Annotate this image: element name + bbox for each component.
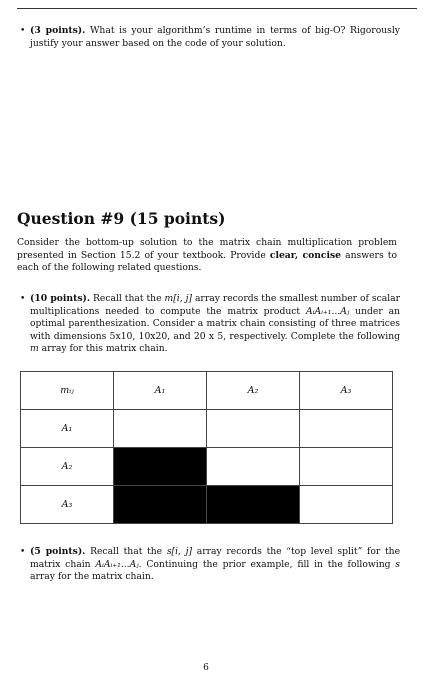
table-header-row: [21, 372, 393, 410]
row-header: A₃: [21, 486, 114, 524]
table-row: [21, 448, 393, 486]
row-header: A₂: [21, 448, 114, 486]
q8-runtime-bullet: [20, 25, 400, 50]
bullet-dot: •: [20, 294, 26, 304]
blocked-cell: [207, 486, 300, 524]
part2-text-d: array for the matrix chain.: [30, 571, 154, 583]
table-row: [21, 486, 393, 524]
blocked-cell: [114, 448, 207, 486]
part2-text-a: Recall that the: [85, 546, 167, 557]
m-array-table: [20, 371, 393, 524]
part1-text-a: Recall that the: [90, 293, 165, 304]
intro-text-b: answers to each of the following related questions.: [17, 249, 397, 274]
q8-points: (3 points).: [30, 25, 86, 36]
col-header: A₁: [114, 372, 207, 410]
intro-bold: clear, concise: [269, 249, 342, 261]
table-cell[interactable]: [207, 410, 300, 448]
question-intro: [17, 237, 397, 275]
part2-text-b: array records the “top level split” for the matrix chain: [30, 546, 400, 570]
part1-bullet: [20, 293, 401, 356]
page-number: 6: [203, 663, 209, 673]
part2-bullet: [20, 546, 400, 584]
part2-text-c: . Continuing the prior example, fill in the following: [138, 558, 396, 570]
table-corner: mᵢⱼ: [21, 372, 114, 410]
blocked-cell: [114, 486, 207, 524]
top-rule: [17, 8, 417, 9]
question-title: Question #9 (15 points): [17, 209, 226, 228]
s-var: s: [395, 558, 400, 570]
bullet-dot: •: [20, 26, 26, 36]
q8-text: What is your algorithm’s runtime in terms of big-O? Rigorously justify your answer based on the code of your solution.: [30, 25, 400, 49]
row-header: A₁: [21, 410, 114, 448]
table-row: [21, 410, 393, 448]
table-cell[interactable]: [300, 486, 393, 524]
chain-expr: AᵢAᵢ₊₁...Aⱼ: [95, 558, 139, 570]
table-cell[interactable]: [207, 448, 300, 486]
part1-text-b: array records the smallest number of scalar multiplications needed to compute the matrix product: [30, 293, 401, 317]
part1-text-c: under an optimal parenthesization. Consider a matrix chain consisting of three matrices with dimensions 5x10, 10x20, and 20 x 5, respectively. Complete the following: [30, 305, 401, 342]
table-cell[interactable]: [300, 410, 393, 448]
s-array-expr: s[i, j]: [166, 546, 193, 557]
intro-text-a: Consider the bottom-up solution to the matrix chain multiplication problem presented in Section 15.2 of your textbook. Provide: [17, 237, 397, 261]
part1-points: (10 points).: [30, 293, 91, 304]
m-array-expr: m[i, j]: [164, 293, 193, 304]
col-header: A₃: [300, 372, 393, 410]
table-cell[interactable]: [300, 448, 393, 486]
chain-expr: AᵢAᵢ₊₁...Aⱼ: [305, 305, 350, 317]
col-header: A₂: [207, 372, 300, 410]
part1-text-d: array for this matrix chain.: [38, 343, 168, 355]
m-var: m: [30, 343, 39, 355]
bullet-dot: •: [20, 547, 26, 557]
part2-points: (5 points).: [30, 546, 86, 557]
table-cell[interactable]: [114, 410, 207, 448]
